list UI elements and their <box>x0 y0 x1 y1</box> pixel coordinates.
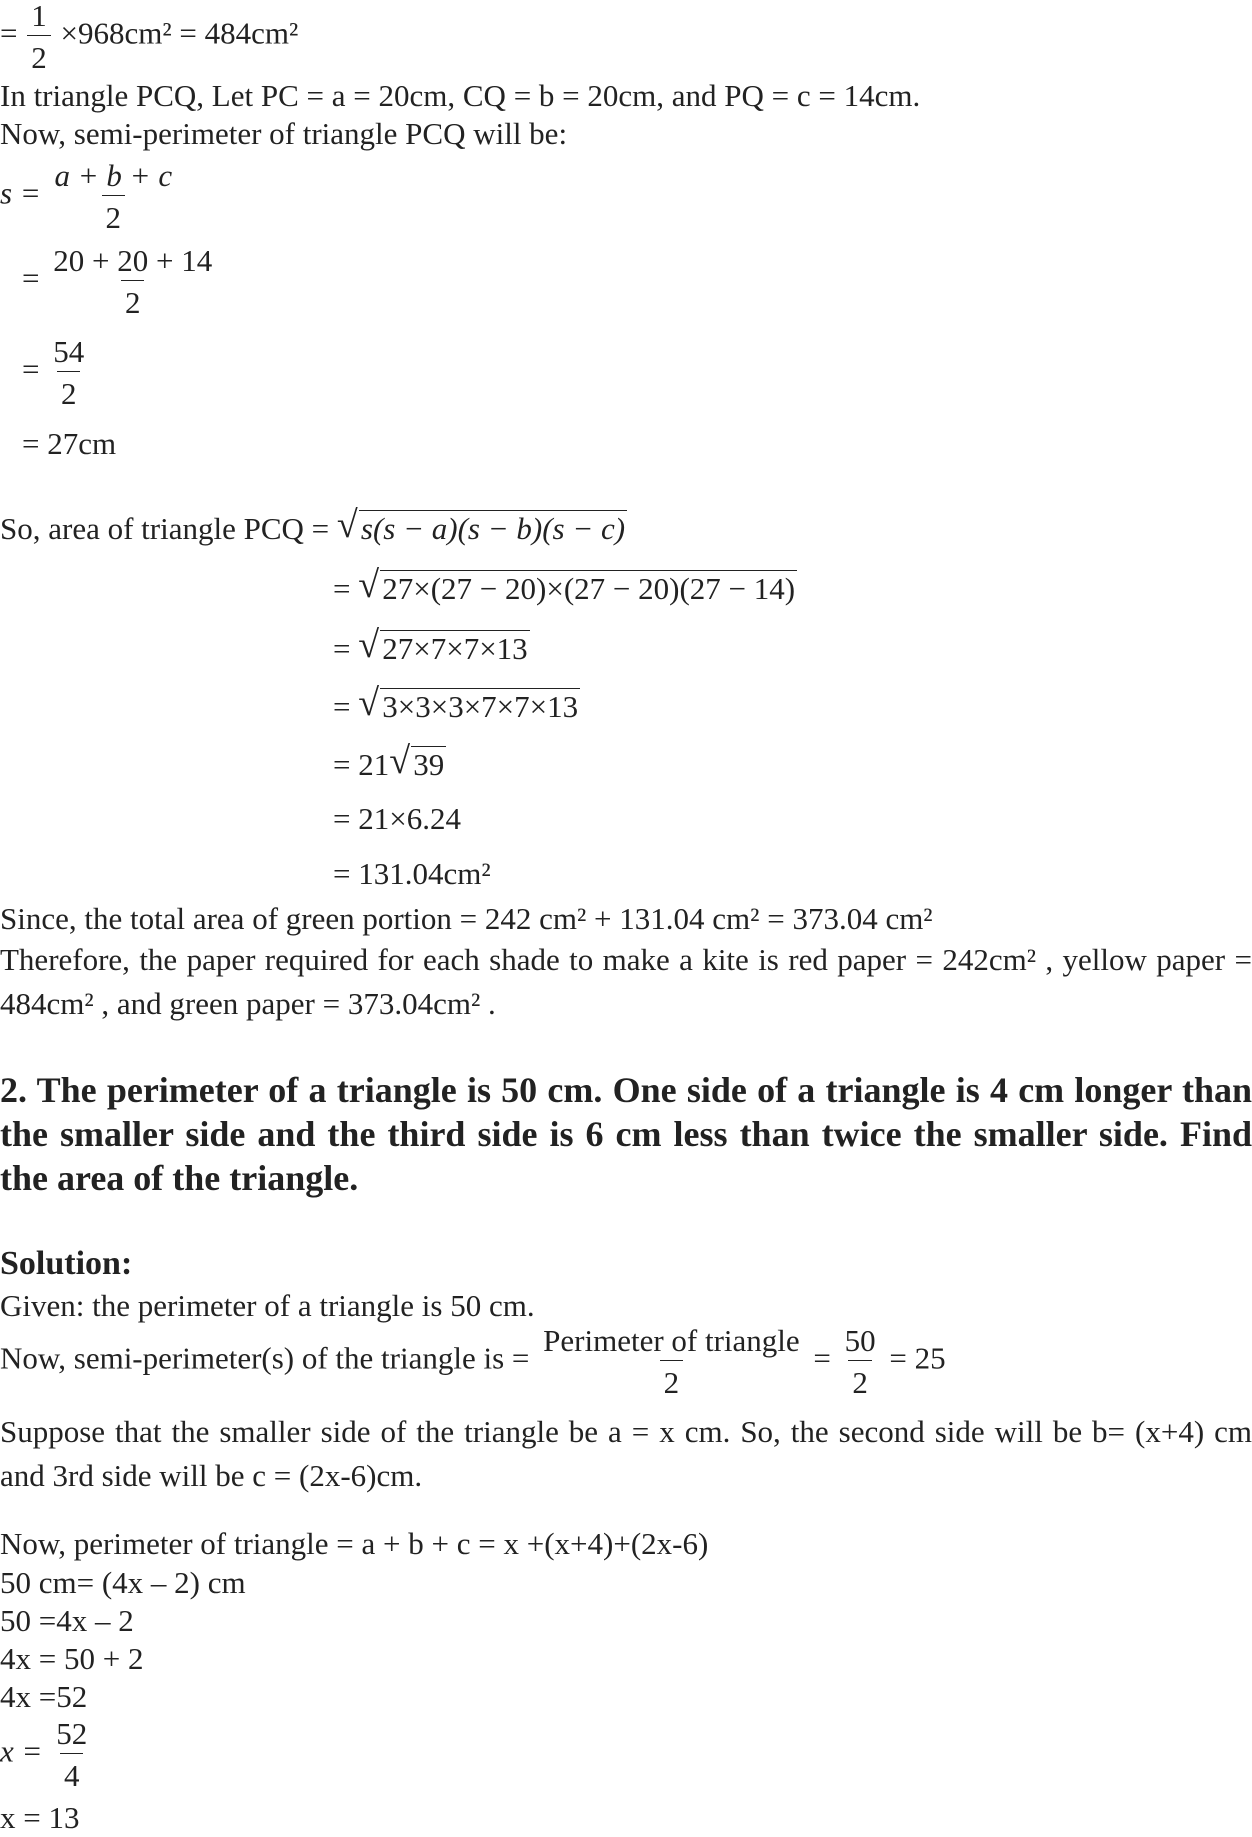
sqrt: √ s(s − a)(s − b)(s − c) <box>336 504 626 546</box>
frac-num: 1 <box>31 0 47 33</box>
sqrt-body: 3×3×3×7×7×13 <box>382 689 579 724</box>
equation-line-2: 50 =4x – 2 <box>0 1603 134 1638</box>
fraction-half <box>27 0 51 73</box>
equals-sign: = <box>333 689 351 724</box>
frac-num: Perimeter of triangle <box>543 1323 800 1358</box>
frac-num: 20 + 20 + 14 <box>53 243 213 278</box>
sqrt-body: 27×7×7×13 <box>382 631 528 666</box>
x-lhs: x = <box>0 1733 43 1769</box>
frac-num: 52 <box>56 1716 88 1751</box>
green-total: Since, the total area of green portion = 242 cm² + 131.04 cm² = 373.04 cm² <box>0 901 933 936</box>
s-step4: = 27cm <box>22 426 117 461</box>
fraction <box>49 245 216 318</box>
suppose-paragraph: Suppose that the smaller side of the triangle be a = x cm. So, the second side will be b= (x+4) cm and 3rd side will be c = (2x-6)cm. <box>0 1414 1252 1493</box>
area-step1 <box>0 504 627 546</box>
sqrt: √ 39 <box>389 740 445 782</box>
area-step4 <box>333 682 580 724</box>
frac-num: 54 <box>53 334 85 369</box>
fraction <box>539 1325 804 1398</box>
frac-den: 2 <box>102 195 126 233</box>
s-step2 <box>22 245 218 318</box>
perimeter-line: Now, perimeter of triangle = a + b + c = x +(x+4)+(2x-6) <box>0 1526 709 1561</box>
area-step7: = 131.04cm² <box>333 856 491 891</box>
frac-num: a + b + c <box>54 158 173 193</box>
semi-lead: Now, semi-perimeter(s) of the triangle is = <box>0 1340 530 1376</box>
equals-sign: = <box>0 15 18 51</box>
frac-den: 4 <box>60 1753 84 1791</box>
semi-result: = 25 <box>889 1340 946 1376</box>
fraction <box>49 336 88 409</box>
question-2-heading: 2. The perimeter of a triangle is 50 cm. One side of a triangle is 4 cm longer than the smaller side and the third side is 6 cm less than twice the smaller side. Find the area of the triangle. <box>0 1070 1252 1198</box>
area-step6: = 21×6.24 <box>333 801 461 836</box>
area-step3 <box>333 624 530 666</box>
frac-num: 50 <box>844 1323 876 1358</box>
s-fraction <box>50 160 176 233</box>
equals-sign: = <box>22 351 40 387</box>
x-result: x = 13 <box>0 1800 80 1835</box>
area-step2 <box>333 564 797 606</box>
x-fraction-line <box>0 1718 93 1791</box>
equals-sign: = <box>22 260 40 296</box>
eq-rest: ×968cm² = 484cm² <box>60 15 299 51</box>
frac-den: 2 <box>57 371 81 409</box>
area-step5 <box>333 740 446 782</box>
equals-sign: = <box>333 571 351 606</box>
equation-line-1: 50 cm= (4x – 2) cm <box>0 1565 246 1600</box>
sqrt-body: s(s − a)(s − b)(s − c) <box>360 511 626 546</box>
therefore-paragraph: Therefore, the paper required for each shade to make a kite is red paper = 242cm² , yellow paper = 484cm² , and green paper = 373.04cm² . <box>0 942 1252 1021</box>
semi-perimeter-line <box>0 1325 946 1398</box>
area-lead: So, area of triangle PCQ = <box>0 511 330 546</box>
s-step3 <box>22 336 90 409</box>
area-step5-pre: = 21 <box>333 747 390 782</box>
given-line: Given: the perimeter of a triangle is 50 cm. <box>0 1288 535 1323</box>
eq-half-area <box>0 0 298 73</box>
equation-line-4: 4x =52 <box>0 1679 88 1714</box>
fraction <box>841 1325 880 1398</box>
sqrt: √ 27×7×7×13 <box>358 624 528 666</box>
s-lhs: s = <box>0 175 41 211</box>
frac-den: 2 <box>660 1360 684 1398</box>
sqrt-body: 39 <box>413 747 445 782</box>
text-semi-perimeter: Now, semi-perimeter of triangle PCQ will be: <box>0 116 568 151</box>
s-formula <box>0 160 178 233</box>
frac-den: 2 <box>848 1360 872 1398</box>
equals-sign: = <box>333 631 351 666</box>
frac-den: 2 <box>27 35 51 73</box>
frac-den: 2 <box>121 280 145 318</box>
fraction <box>52 1718 91 1791</box>
equals-sign: = <box>813 1340 831 1376</box>
sqrt: √ 27×(27 − 20)×(27 − 20)(27 − 14) <box>358 564 796 606</box>
solution-label: Solution: <box>0 1245 133 1282</box>
sqrt: √ 3×3×3×7×7×13 <box>358 682 579 724</box>
sqrt-body: 27×(27 − 20)×(27 − 20)(27 − 14) <box>382 571 796 606</box>
equation-line-3: 4x = 50 + 2 <box>0 1641 144 1676</box>
text-pcq-sides: In triangle PCQ, Let PC = a = 20cm, CQ = b = 20cm, and PQ = c = 14cm. <box>0 78 921 113</box>
